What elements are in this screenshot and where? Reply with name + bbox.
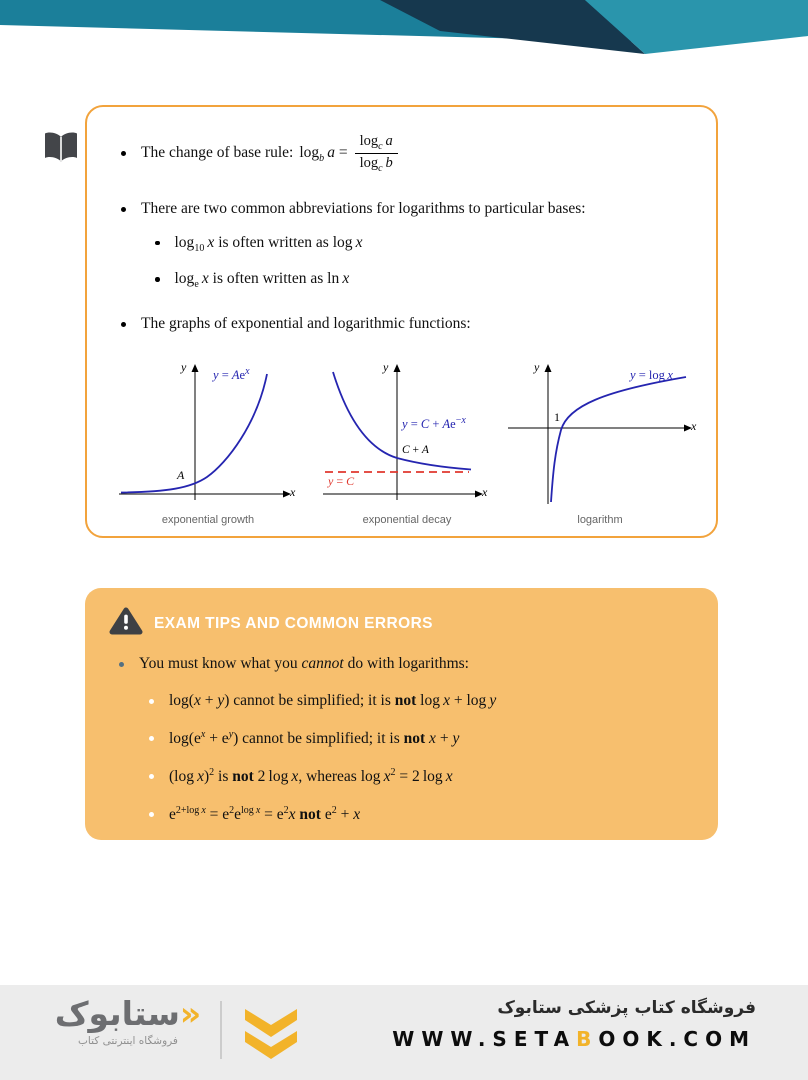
change-of-base-formula: [299, 133, 397, 175]
exam-tips-title: EXAM TIPS AND COMMON ERRORS: [154, 614, 433, 632]
note-text: $\log_{10} x$ is often written as log x: [174, 233, 363, 254]
graph-exponential-growth: [115, 362, 301, 526]
bullet-dot: [149, 812, 154, 817]
exam-tips-header: [109, 606, 694, 641]
x-axis-label: x: [290, 485, 296, 499]
brand-subtitle: فروشگاه اینترنتی کتاب: [78, 1034, 178, 1047]
tips-text: (log x)$^2$ is not 2 log x, whereas $\log x^2 = 2$ log x: [169, 766, 453, 786]
graph-canvas: [115, 362, 301, 508]
function-label: $y = C + Ae^{-x}$: [402, 415, 466, 432]
shop-name: فروشگاه کتاب پزشکی ستابوک: [497, 998, 756, 1018]
exam-tips-panel: [85, 588, 718, 840]
double-chevron-logo-icon: [240, 1005, 302, 1066]
x-axis-label: x: [691, 419, 697, 433]
tips-text: You must know what you cannot do with logarithms:: [139, 655, 469, 672]
tips-text: $e^{2+log x} = e^2e^{log x} = e^2x$ not $e^2 + x$: [169, 805, 361, 824]
tips-item: [139, 804, 694, 826]
tips-item: [139, 766, 694, 788]
bullet-dot: [149, 736, 154, 741]
note-text: There are two common abbreviations for logarithms to particular bases:: [141, 199, 586, 217]
bullet-dot: [155, 241, 160, 246]
setabook-logo: [50, 995, 206, 1047]
note-log10: [145, 233, 688, 256]
note-text: $\log_e x$ is often written as ln x: [174, 270, 350, 291]
note-change-of-base: [111, 133, 688, 175]
tips-item: [139, 728, 694, 750]
bullet-dot: [121, 207, 126, 212]
url-part: WWW.SETA: [392, 1027, 577, 1051]
bullet-dot: [121, 322, 126, 327]
bullet-dot: [155, 277, 160, 282]
graph-caption: exponential growth: [161, 514, 255, 526]
url-highlight: B: [576, 1027, 599, 1051]
brand-text: ستابوک: [54, 994, 180, 1033]
curve-exponential-growth: [121, 374, 267, 493]
note-graphs: [111, 314, 688, 335]
graph-canvas: [500, 362, 700, 508]
tips-item: [139, 691, 694, 712]
x-intercept-label: 1: [554, 410, 560, 424]
book-icon: [42, 130, 80, 169]
header-banner: [0, 0, 808, 62]
graph-caption: exponential decay: [362, 514, 452, 526]
key-points-panel: [85, 105, 718, 538]
graph-logarithm: [500, 362, 700, 526]
function-label: $y = Ae^x$: [213, 366, 250, 383]
curve-logarithm: [551, 377, 686, 502]
note-abbreviations: [111, 199, 688, 220]
brand-name: [50, 995, 206, 1033]
bullet-dot: [119, 662, 124, 667]
footer-divider: [220, 1001, 222, 1059]
fraction-numerator: $\log_c a$: [355, 133, 398, 154]
asymptote-label: y = C: [328, 474, 355, 488]
footer-contact: [392, 998, 756, 1051]
tips-text: $\log(e^x + e^y)$ cannot be simplified; it is not x + y: [169, 728, 460, 747]
intercept-label: A: [177, 468, 185, 482]
footer: [0, 985, 808, 1080]
y-axis-label: y: [181, 360, 187, 374]
intercept-label: C + A: [402, 444, 429, 456]
tips-intro: [109, 654, 694, 675]
site-url[interactable]: [392, 1027, 756, 1051]
bullet-dot: [121, 151, 126, 156]
y-axis-label: y: [534, 360, 540, 374]
tips-text: log(x + y) cannot be simplified; it is not log x + log y: [169, 691, 497, 709]
note-text: The graphs of exponential and logarithmic functions:: [141, 314, 471, 332]
warning-icon: [109, 606, 143, 641]
note-ln: [145, 269, 688, 292]
function-label: y = log x: [630, 368, 673, 382]
brand-chevron-icon: «: [179, 994, 202, 1033]
bullet-dot: [149, 774, 154, 779]
fraction-denominator: $\log_c b$: [359, 155, 393, 175]
y-axis-label: y: [383, 360, 389, 374]
graph-caption: logarithm: [577, 514, 623, 526]
formula-lhs: $\log_b a$ =: [299, 143, 348, 164]
graph-exponential-decay: [319, 362, 495, 526]
note-text: The change of base rule:: [141, 144, 294, 162]
bullet-dot: [149, 699, 154, 704]
x-axis-label: x: [482, 485, 488, 499]
fraction: [355, 133, 398, 175]
url-part: OOK.COM: [598, 1027, 756, 1051]
